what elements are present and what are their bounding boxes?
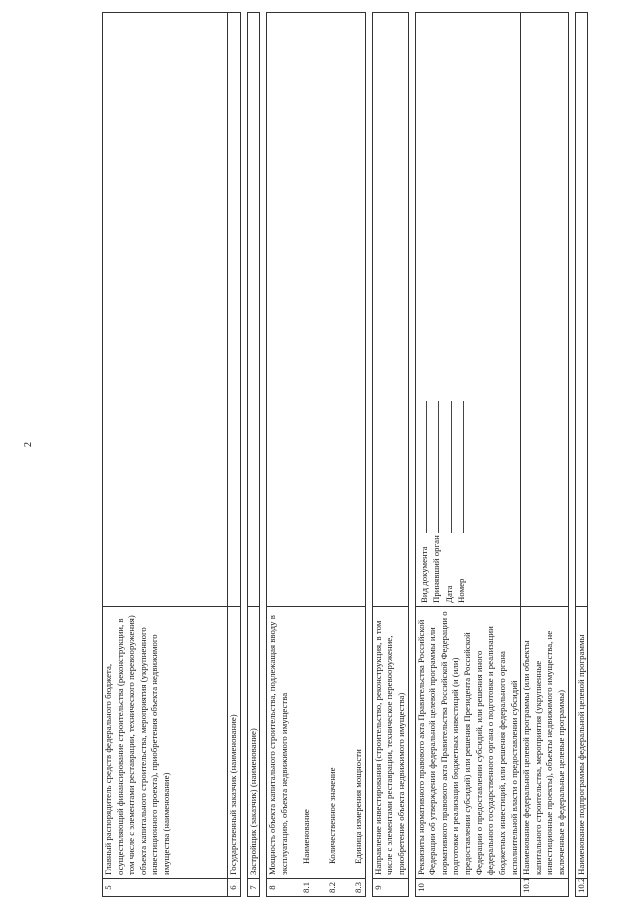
row-10-requisites — [415, 13, 520, 607]
row-9-num: 9 — [372, 879, 408, 897]
row-8-2-num: 8.2 — [327, 879, 353, 897]
row-6-value[interactable] — [228, 13, 241, 607]
row-8-3 — [353, 13, 365, 897]
passport-table — [102, 12, 588, 897]
row-8-2 — [327, 13, 353, 897]
row-6 — [228, 13, 241, 897]
row-5 — [103, 13, 228, 897]
row-8-label: Мощность объекта капитального строительства, подлежащая вводу в эксплуатацию, объекта недвижимого имущества — [267, 607, 302, 879]
row-8-2-label: Количественное значение — [327, 607, 353, 879]
row-7-num: 7 — [247, 879, 260, 897]
row-8-1-num: 8.1 — [301, 879, 327, 897]
row-8-num: 8 — [267, 879, 302, 897]
row-10-2 — [575, 13, 588, 897]
page-number: 2 — [23, 442, 34, 447]
row-9-value[interactable] — [372, 13, 408, 607]
row-10-1 — [521, 13, 568, 897]
row-6-num: 6 — [228, 879, 241, 897]
req-number[interactable]: Номер — [455, 16, 468, 603]
row-8-value[interactable] — [267, 13, 302, 607]
row-10-num: 10 — [415, 879, 520, 897]
row-10-label: Реквизиты нормативного правового акта Правительства Российской Федерации об утверждении федеральной целевой программы или нормативного правового акта Правительства Российской Федерации о подготовке и реализации бюджетных инвестиций (и (или) предоставлении субсидий) или решения Президента Российской Федерации о предоставлении субсидий, или решения иного федерального государственного органа о подготовке и реализации бюджетных инвестиций, или решения федерального органа исполнительной власти о предоставлении субсидий — [415, 607, 520, 879]
row-8-1 — [301, 13, 327, 897]
row-10-2-label: Наименование подпрограммы федеральной целевой программы — [575, 607, 588, 879]
row-10-2-num: 10.2 — [575, 879, 588, 897]
row-10-2-value[interactable] — [575, 13, 588, 607]
row-5-label: Главный распорядитель средств федерального бюджета, осуществляющий финансирование строительства (реконструкции, в том числе с элементами реставрации, технического перевооружения) объекта капитального строительства, мероприятия (укрупненного инвестиционного проекта), приобретения объекта недвижимого имущества (наименование) — [103, 607, 228, 879]
req-doc-type[interactable]: Вид документа — [418, 16, 431, 603]
req-doc-type-line[interactable] — [418, 401, 427, 533]
row-10-1-label: Наименование федеральной целевой программы (или объекты капитального строительства, мероприятия (укрупненные инвестиционные проекты), объекты недвижимого имущества, не включенные в федеральные целевые программы) — [521, 607, 568, 879]
row-8-3-num: 8.3 — [353, 879, 365, 897]
rotated-form — [102, 12, 586, 897]
row-8-1-label: Наименование — [301, 607, 327, 879]
row-9 — [372, 13, 408, 897]
row-10-1-value[interactable] — [521, 13, 568, 607]
row-8 — [267, 13, 302, 897]
row-7 — [247, 13, 260, 897]
row-8-3-label: Единица измерения мощности — [353, 607, 365, 879]
row-10 — [415, 13, 520, 897]
req-date[interactable]: Дата — [443, 16, 456, 603]
row-9-label: Направление инвестирования (строительство, реконструкция, в том числе с элементами реставрации, техническое перевооружение, приобретение объекта недвижимого имущества) — [372, 607, 408, 879]
req-org-line[interactable] — [430, 401, 439, 533]
row-8-1-value[interactable] — [301, 13, 327, 607]
req-date-line[interactable] — [443, 401, 452, 533]
row-10-1-num: 10.1 — [521, 879, 568, 897]
row-7-label: Застройщик (заказчик) (наименование) — [247, 607, 260, 879]
row-5-value[interactable] — [103, 13, 228, 607]
req-org[interactable]: Принявший орган — [430, 16, 443, 603]
req-number-line[interactable] — [455, 401, 464, 533]
row-8-2-value[interactable] — [327, 13, 353, 607]
row-6-label: Государственный заказчик (наименование) — [228, 607, 241, 879]
row-8-3-value[interactable] — [353, 13, 365, 607]
row-5-num: 5 — [103, 879, 228, 897]
row-7-value[interactable] — [247, 13, 260, 607]
